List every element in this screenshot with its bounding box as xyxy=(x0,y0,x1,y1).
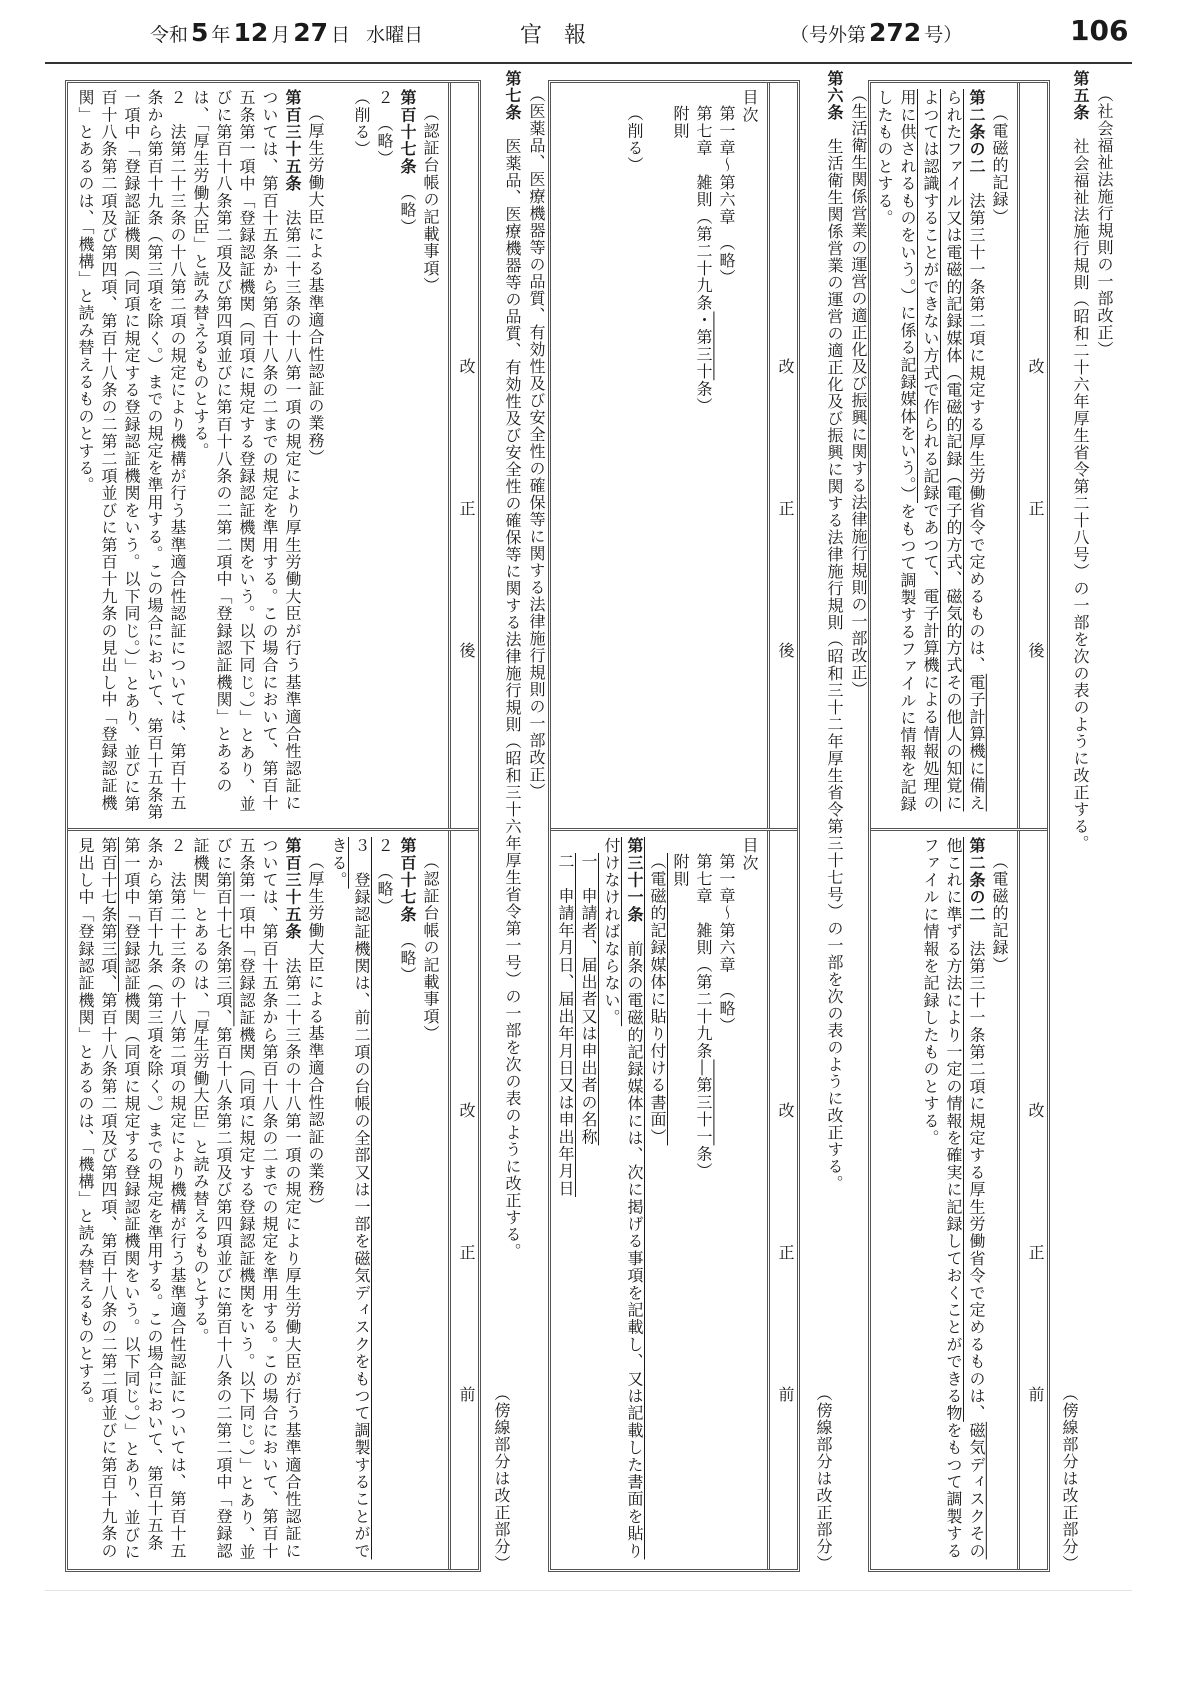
article-number: 第五条 xyxy=(1071,70,1090,121)
underline-note: （傍線部分は改正部分） xyxy=(492,1385,511,1572)
clause-paragraph xyxy=(623,89,646,824)
section-lead xyxy=(503,70,522,1260)
clause-paragraph xyxy=(74,89,189,824)
clause-paragraph xyxy=(396,837,419,1565)
clause-paragraph xyxy=(396,89,419,824)
clause-text: ２ 法第二十三条の十八第二項の規定により機構が行う基準適合性認証については、第百十五条から第百十九条（第三項を除く。）までの規定を準用する。この場合において、第百十五条第一項中「登録認証機関（同項に規定する登録認証機関をいう。以下同じ。）」とあり、並びに xyxy=(122,837,187,1561)
table-cell-before xyxy=(551,831,767,1569)
table-cell-after xyxy=(871,83,1017,828)
clause-text: 法第三十一条第二項に規定する厚生労働省令で定めるものは、 xyxy=(967,175,986,674)
spacer xyxy=(825,121,844,138)
clause-paragraph xyxy=(738,837,761,1565)
clause-text: （電磁的記録） xyxy=(990,853,1009,974)
page-number: 106 xyxy=(1070,14,1129,47)
amended-text: 電子計算機に備えられたファイル又は電磁的記録媒体（電磁的記録（電子的方式、磁気的方式その他人の知覚によつては認識することができない方式で作られる記録であつて、電子計算機による情報処理の用に供されるものをいう。）に係る記録媒体をいう。） xyxy=(898,89,986,812)
clause-paragraph xyxy=(669,89,692,824)
section-caption: （社会福祉法施行規則の一部改正） xyxy=(1095,86,1114,358)
clause-paragraph xyxy=(692,89,715,824)
date-era: 令和 xyxy=(150,24,189,46)
clause-text: をもつて調製するファイルに情報を記録したものとする。 xyxy=(921,837,963,1560)
clause-caption xyxy=(304,837,327,1565)
article-number: 第二条の二 xyxy=(967,89,986,175)
clause-paragraph xyxy=(327,837,373,1565)
clause-caption xyxy=(419,89,442,824)
clause-text: 目次 xyxy=(740,837,759,872)
table-row-before xyxy=(551,831,797,1569)
article-number: 第百十七条 xyxy=(398,89,417,175)
clause-paragraph xyxy=(350,89,373,824)
clause-paragraph xyxy=(692,837,715,1565)
section-heading xyxy=(1064,70,1116,1570)
clause-text: 附則 xyxy=(671,853,690,888)
amended-text: 第百十七条第三項、 xyxy=(214,871,233,1027)
date-year: 5 xyxy=(191,18,209,47)
table-cell-before xyxy=(68,831,448,1569)
clause-caption xyxy=(419,837,442,1565)
clause-text: ２ （略） xyxy=(375,89,394,167)
section-heading xyxy=(496,70,548,1570)
column-label-after: 改正後 xyxy=(1017,83,1047,828)
clause-text: （認証台帳の記載事項） xyxy=(421,853,440,1043)
column-label-before: 改正前 xyxy=(448,831,478,1569)
section-heading xyxy=(818,70,870,1570)
clause-text: （厚生労働大臣による基準適合性認証の業務） xyxy=(306,853,325,1215)
clause-text: 法第二十三条の十八第一項の規定により厚生労働大臣が行う基準適合性認証については、第百十五条から第百十八条の二までの規定を準用する。この場合において、第百十五条第一項中「登録認証機関（同項に規定する登録認証機関をいう。以下同じ。）」とあり、並びに第百十八条第二項及び第四項並びに第百十八条の二第二項中「登録認証機関」とあるのは、「厚生労働大臣」と読み替えるものとする。 xyxy=(191,89,302,813)
issue-date xyxy=(150,18,423,54)
amended-text: ―第三十一 xyxy=(694,1059,713,1146)
article-number: 第百三十五条 xyxy=(283,89,302,193)
clause-paragraph xyxy=(738,89,761,824)
clause-paragraph xyxy=(189,837,304,1565)
clause-paragraph xyxy=(873,89,988,824)
clause-text: 目次 xyxy=(740,89,759,124)
date-day-unit: 日 xyxy=(331,24,351,46)
amended-text: 前条の電磁的記録媒体には、次に掲げる事項を記載し、又は記載した書面を貼り付けなければならない。 xyxy=(602,837,644,1560)
section-text: 医薬品、医療機器等の品質、有効性及び安全性の確保等に関する法律施行規則（昭和三十六年厚生省令第一号）の一部を次の表のように改正する。 xyxy=(503,138,522,1260)
clause-text: 法第二十三条の十八第一項の規定により厚生労働大臣が行う基準適合性認証については、第百十五条から第百十八条の二までの規定を準用する。この場合において、第百十五条第一項中「登録認証機関（同項に規定する登録認証機関をいう。以下同じ。）」とあり、並びに xyxy=(214,837,302,1561)
table-row-after xyxy=(68,83,478,831)
clause-paragraph xyxy=(554,837,577,1565)
clause-text: （認証台帳の記載事項） xyxy=(421,105,440,295)
section-caption: （医薬品、医療機器等の品質、有効性及び安全性の確保等に関する法律施行規則の一部改正） xyxy=(527,86,546,800)
date-month: 12 xyxy=(233,18,269,47)
clause-text: 条） xyxy=(694,1145,713,1180)
date-month-unit: 月 xyxy=(271,24,291,46)
issue-suffix: 号） xyxy=(924,24,963,46)
date-year-unit: 年 xyxy=(211,24,231,46)
blank-line xyxy=(646,89,669,824)
column-label-after: 改正後 xyxy=(448,83,478,828)
clause-text: 第百十八条第二項及び第四項、第百十八条の二第二項並びに第百十九条の見出し中「登録認証機関」とあるのは、「機構」と読み替えるものとする。 xyxy=(76,837,118,1560)
section-caption: （生活衛生関係営業の運営の適正化及び振興に関する法律施行規則の一部改正） xyxy=(849,86,868,698)
clause-caption xyxy=(988,89,1011,824)
amended-text: 磁気ディスクその他これに準ずる方法により一定の情報を確実に記録しておくことができる物 xyxy=(944,837,986,1560)
clause-text: 附則 xyxy=(671,105,690,140)
spacer xyxy=(1071,121,1090,138)
table-row-after xyxy=(871,83,1047,831)
date-day: 27 xyxy=(293,18,329,47)
table-cell-after xyxy=(68,83,448,828)
clause-paragraph xyxy=(577,837,600,1565)
footer-rule xyxy=(45,1590,1132,1591)
gazette-title: 官報 xyxy=(520,23,609,48)
clause-paragraph xyxy=(715,89,738,824)
clause-text: 第七章 雑則（第二十九条 xyxy=(694,853,713,1060)
article-number: 第七条 xyxy=(503,70,522,121)
spacer xyxy=(503,121,522,138)
comparison-table xyxy=(548,80,800,1572)
clause-text: 第七章 雑則（第二十九条 xyxy=(694,105,713,312)
clause-paragraph xyxy=(669,837,692,1565)
table-row-after xyxy=(551,83,797,831)
clause-paragraph xyxy=(715,837,738,1565)
clause-text: 第一章～第六章 （略） xyxy=(717,853,736,1035)
clause-text: ２ 法第二十三条の十八第二項の規定により機構が行う基準適合性認証については、第百十五条から第百十九条（第三項を除く。）までの規定を準用する。この場合において、第百十五条第一項中「登録認証機関（同項に規定する登録認証機関をいう。以下同じ。）」とあり、並びに第百十八条第二項及び第四項、第百十八条の二第二項並びに第百十九条の見出し中「登録認証機関」とあるのは、「機構」と読み替えるものとする。 xyxy=(76,89,187,821)
clause-text: 法第三十一条第二項に規定する厚生労働省令で定めるものは、 xyxy=(967,923,986,1422)
table-cell-before xyxy=(871,831,1017,1569)
clause-text: （略） xyxy=(398,175,417,236)
clause-paragraph xyxy=(189,89,304,824)
amended-text: ３ 登録認証機関は、前二項の台帳の全部又は一部を磁気ディスクをもつて調製することができる。 xyxy=(329,837,371,1560)
clause-text: （電磁的記録） xyxy=(990,105,1009,226)
article-number: 第六条 xyxy=(825,70,844,121)
article-number: 第百三十五条 xyxy=(283,837,302,941)
clause-paragraph xyxy=(919,837,988,1565)
clause-text: （削る） xyxy=(352,89,371,158)
clause-text: 第一章～第六章 （略） xyxy=(717,105,736,287)
clause-text: をもつて調製するファイルに情報を記録したものとする。 xyxy=(875,89,917,813)
underline-note: （傍線部分は改正部分） xyxy=(814,1385,833,1572)
table-row-before xyxy=(871,831,1047,1569)
section-text: 社会福祉法施行規則（昭和二十六年厚生省令第二十八号）の一部を次の表のように改正する。 xyxy=(1071,138,1090,852)
column-label-before: 改正前 xyxy=(767,831,797,1569)
header-rule xyxy=(45,62,1132,64)
amended-text: 第百十七条第三項、 xyxy=(99,837,118,992)
section-lead xyxy=(1071,70,1090,852)
column-label-after: 改正後 xyxy=(767,83,797,828)
article-number: 第二条の二 xyxy=(967,837,986,923)
issue-number xyxy=(790,18,962,54)
table-cell-after xyxy=(551,83,767,828)
clause-caption xyxy=(304,89,327,824)
underline-note: （傍線部分は改正部分） xyxy=(1060,1385,1079,1572)
amended-text: （電磁的記録媒体に貼り付ける書面） xyxy=(648,853,667,1146)
section-text: 生活衛生関係営業の運営の適正化及び振興に関する法律施行規則（昭和三十二年厚生省令第三十七号）の一部を次の表のように改正する。 xyxy=(825,138,844,1192)
table-row-before xyxy=(68,831,478,1569)
clause-text: ２ （略） xyxy=(375,837,394,915)
amended-text: 第三十一条 xyxy=(625,837,644,923)
clause-text: 第百十八条第二項及び第四項並びに第百十八条の二第二項中「登録認証機関」とあるのは、「厚生労働大臣」と読み替えるものとする。 xyxy=(191,837,233,1560)
clause-paragraph xyxy=(74,837,189,1565)
clause-text: （削る） xyxy=(625,105,644,174)
issue-number-value: 272 xyxy=(869,18,922,47)
issue-prefix: （号外第 xyxy=(790,24,867,46)
clause-paragraph xyxy=(600,837,646,1565)
amended-text: 一 申請者、届出者又は申出者の名称 xyxy=(579,853,598,1146)
comparison-table xyxy=(868,80,1050,1572)
clause-paragraph xyxy=(373,89,396,824)
date-weekday: 水曜日 xyxy=(366,24,424,46)
comparison-table xyxy=(65,80,481,1572)
amended-text: ・第三十 xyxy=(694,311,713,381)
article-number: 第百十七条 xyxy=(398,837,417,923)
clause-caption xyxy=(646,837,669,1565)
section-lead xyxy=(825,70,844,1192)
clause-text: （厚生労働大臣による基準適合性認証の業務） xyxy=(306,105,325,467)
clause-text: （略） xyxy=(398,923,417,984)
column-label-before: 改正前 xyxy=(1017,831,1047,1569)
clause-text: 条） xyxy=(694,380,713,415)
clause-caption xyxy=(988,837,1011,1565)
clause-paragraph xyxy=(373,837,396,1565)
blank-line xyxy=(327,89,350,824)
amended-text: 二 申請年月日、届出年月日又は申出年月日 xyxy=(556,853,575,1197)
